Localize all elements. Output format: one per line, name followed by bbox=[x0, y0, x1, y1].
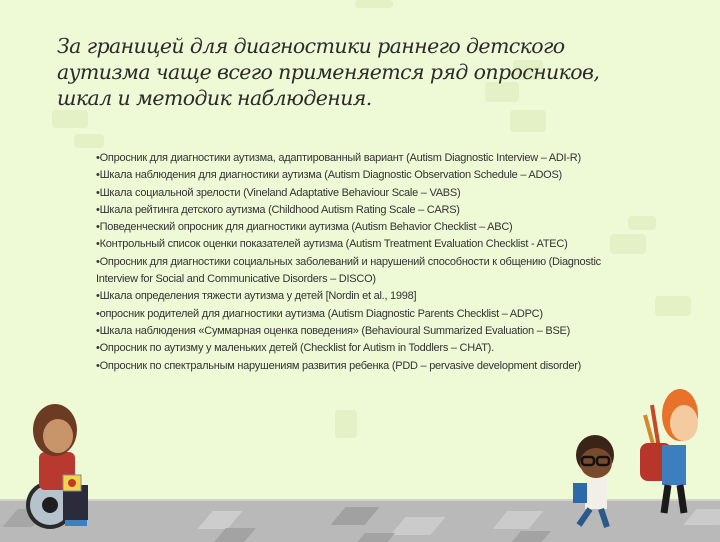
background-blob bbox=[510, 110, 546, 132]
title-line: аутизма чаще всего применяется ряд опросников, bbox=[57, 60, 600, 84]
list-item: •Опросник по спектральным нарушениям развития ребенка (PDD – pervasive development disorder) bbox=[96, 359, 582, 372]
floor-tile bbox=[509, 531, 551, 542]
floor-tile bbox=[355, 533, 395, 542]
list-item: •Опросник для диагностики аутизма, адаптированный вариант (Autism Diagnostic Interview – ADI-R) bbox=[96, 152, 581, 164]
list-item: •Шкала определения тяжести аутизма у детей [Nordin et al., 1998] bbox=[96, 290, 417, 303]
list-item: •Шкала социальной зрелости (Vineland Adaptative Behaviour Scale – VABS) bbox=[96, 186, 461, 199]
background-blob bbox=[355, 0, 393, 8]
background-blob bbox=[74, 134, 104, 148]
list-item: •Поведенческий опросник для диагностики аутизма (Autism Behavior Checklist – ABC) bbox=[96, 221, 513, 234]
list-item: •Опросник по аутизму у маленьких детей (Checklist for Autism in Toddlers – CHAT). bbox=[96, 342, 494, 355]
list-item: •Шкала наблюдения «Суммарная оценка поведения» (Behavioural Summarized Evaluation – BSE) bbox=[96, 324, 571, 337]
methods-list bbox=[96, 150, 626, 375]
list-item: •Опросник для диагностики социальных заболеваний и нарушений способности к общению (Diagnostic Interview for Social and Communicative Disorders – DISCO) bbox=[96, 255, 601, 286]
floor-tile bbox=[492, 511, 543, 529]
floor-tile bbox=[197, 511, 242, 529]
list-item: •Контрольный список оценки показателей аутизма (Autism Treatment Evaluation Checklist - ATEC) bbox=[96, 238, 568, 251]
floor-tile bbox=[330, 507, 379, 525]
list-item: •Шкала наблюдения для диагностики аутизма (Autism Diagnostic Observation Schedule – ADOS) bbox=[96, 169, 562, 182]
boy-with-backpack-illustration bbox=[630, 385, 710, 520]
background-blob bbox=[655, 296, 691, 316]
title-line: шкал и методик наблюдения. bbox=[57, 86, 372, 110]
girl-in-wheelchair-illustration bbox=[25, 400, 100, 535]
floor-tile bbox=[390, 517, 445, 535]
slide-title bbox=[57, 33, 617, 111]
list-item: •опросник родителей для диагностики аутизма (Autism Diagnostic Parents Checklist – ADPC) bbox=[96, 307, 543, 320]
boy-with-glasses-and-book-illustration bbox=[565, 435, 625, 530]
background-blob bbox=[52, 110, 88, 128]
background-blob bbox=[628, 216, 656, 230]
list-item: •Шкала рейтинга детского аутизма (Childhood Autism Rating Scale – CARS) bbox=[96, 203, 460, 216]
title-line: За границей для диагностики раннего детского bbox=[57, 34, 565, 58]
background-blob bbox=[335, 410, 357, 438]
